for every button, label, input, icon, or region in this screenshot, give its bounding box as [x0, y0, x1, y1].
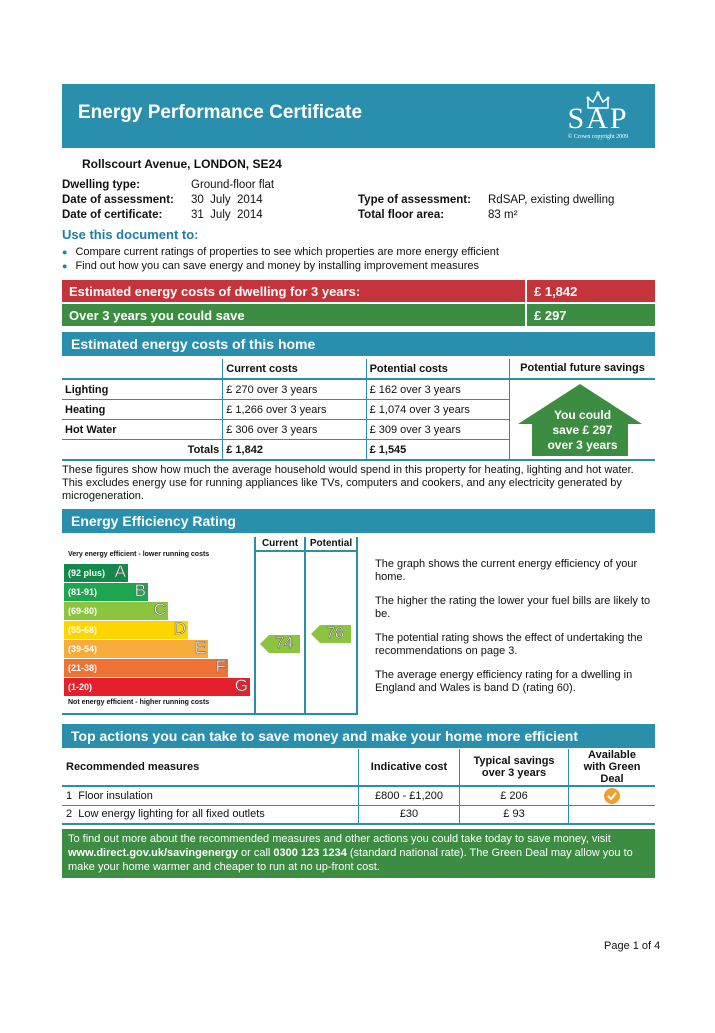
certificate-date-label: Date of certificate: [62, 209, 163, 221]
rating-explanation-2: The higher the rating the lower your fuel bills are likely to be. [375, 595, 651, 620]
footer-info: To find out more about the recommended measures and other actions you could take today to save money, visit www.direct.gov.uk/savingenergy or call 0300 123 1234 (standard national rate). The Green Deal may allow you to make your home warmer and cheaper to run at no up-front cost. [62, 829, 655, 878]
table-row: Heating £ 1,266 over 3 years £ 1,074 over 3 years [62, 400, 510, 420]
page-title: Energy Performance Certificate [78, 102, 363, 123]
certificate-date-value: 31 July 2014 [191, 209, 263, 221]
actions-section-header: Top actions you can take to save money and make your home more efficient [62, 724, 655, 748]
assessment-type-label: Type of assessment: [358, 194, 471, 206]
assessment-date-value: 30 July 2014 [191, 194, 263, 206]
costs-header-blank [62, 359, 223, 379]
potential-rating-value: 78 [326, 625, 344, 642]
current-costs-header: Current costs [223, 359, 366, 379]
copyright-note: © Crown copyright 2009 [567, 134, 629, 140]
bullet-item: ● Find out how you can save energy and money by installing improvement measures [62, 260, 479, 272]
rating-band-c: (69-80) C [64, 602, 168, 620]
estimated-cost-bar: Estimated energy costs of dwelling for 3 years: £ 1,842 [62, 280, 655, 302]
rating-band-a: (92 plus) A [64, 564, 128, 582]
costs-section-header: Estimated energy costs of this home [62, 332, 655, 356]
rating-band-b: (81-91) B [64, 583, 148, 601]
rating-band-f: (21-38) F [64, 659, 228, 677]
dwelling-type-value: Ground-floor flat [191, 179, 275, 191]
table-row: Lighting £ 270 over 3 years £ 162 over 3 years [62, 379, 510, 400]
savings-bar: Over 3 years you could save £ 297 [62, 304, 655, 326]
phone-number: 0300 123 1234 [273, 847, 347, 859]
measures-header: Recommended measures [62, 749, 359, 786]
actions-table [62, 749, 655, 825]
floor-area-value: 83 m² [488, 209, 518, 221]
sap-letters: SAP [567, 102, 629, 135]
costs-note: These figures show how much the average household would spend in this property for heating, lighting and hot water. This excludes energy use for running appliances like TVs, computers and cookers, and any electricity generated by microgeneration. [62, 464, 634, 502]
certificate-header [62, 84, 655, 148]
bottom-note: Not energy efficient - higher running costs [68, 699, 210, 706]
dwelling-type-label: Dwelling type: [62, 179, 140, 191]
use-document-heading: Use this document to: [62, 227, 199, 242]
savings-value: £ 297 [534, 308, 567, 323]
potential-rating-arrow [311, 625, 351, 643]
rating-section-header: Energy Efficiency Rating [62, 509, 655, 533]
future-savings-header: Potential future savings [510, 359, 655, 380]
rating-band-g: (1-20) G [64, 678, 250, 696]
rating-band-d: (55-68) D [64, 621, 188, 639]
savings-header: Typical savings over 3 years [460, 749, 569, 786]
savingenergy-link[interactable]: www.direct.gov.uk/savingenergy [68, 847, 238, 859]
floor-area-label: Total floor area: [358, 209, 445, 221]
property-address: Rollscourt Avenue, LONDON, SE24 [82, 157, 282, 171]
rating-band-e: (39-54) E [64, 640, 208, 658]
sap-logo [555, 90, 641, 144]
cost-header: Indicative cost [359, 749, 460, 786]
table-row: 1 Floor insulation £800 - £1,200 £ 206 [62, 786, 655, 805]
table-row: Hot Water £ 306 over 3 years £ 309 over 3 years [62, 420, 510, 440]
page-number: Page 1 of 4 [604, 940, 661, 952]
rating-explanation-4: The average energy efficiency rating for a dwelling in England and Wales is band D (rating 60). [375, 669, 633, 694]
table-row: 2 Low energy lighting for all fixed outlets £30 £ 93 [62, 805, 655, 824]
potential-costs-header: Potential costs [366, 359, 509, 379]
totals-row: Totals £ 1,842 £ 1,545 [62, 440, 510, 461]
rating-explanation-3: The potential rating shows the effect of undertaking the recommendations on page 3. [375, 632, 643, 657]
rating-explanation-1: The graph shows the current energy efficiency of your home. [375, 558, 638, 583]
green-deal-header: Available with Green Deal [583, 749, 641, 785]
top-note: Very energy efficient - lower running costs [68, 551, 210, 558]
rating-bands [62, 564, 254, 696]
current-rating-value: 74 [275, 635, 293, 652]
current-column-header: Current [261, 538, 299, 549]
potential-column-header: Potential [309, 538, 353, 549]
bullet-item: ● Compare current ratings of properties to see which properties are more energy efficient [62, 246, 499, 258]
costs-table [62, 359, 510, 461]
current-rating-arrow [260, 635, 300, 653]
assessment-type-value: RdSAP, existing dwelling [488, 194, 615, 206]
estimated-cost-value: £ 1,842 [534, 284, 578, 299]
rating-chart [62, 537, 358, 715]
green-deal-check-icon [604, 788, 620, 804]
assessment-date-label: Date of assessment: [62, 194, 174, 206]
savings-arrow: You could save £ 297 over 3 years [510, 380, 655, 461]
crown-icon [586, 90, 610, 110]
